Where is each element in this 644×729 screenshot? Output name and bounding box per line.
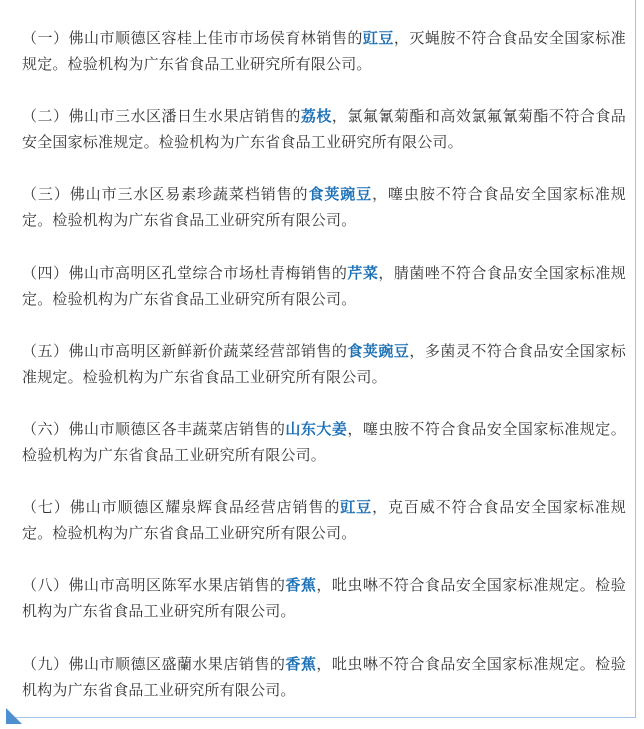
item-text-suffix: ，多菌灵不符合食品安全国家标准规定。检验机构为广东省食品工业研究所有限公司。 bbox=[22, 341, 626, 386]
item-text-suffix: ，腈菌唑不符合食品安全国家标准规定。检验机构为广东省食品工业研究所有限公司。 bbox=[22, 263, 627, 308]
item-text-prefix: （六）佛山市顺德区各丰蔬菜店销售的 bbox=[22, 419, 286, 438]
corner-decoration-icon bbox=[6, 708, 22, 724]
item-text-prefix: （八）佛山市高明区陈军水果店销售的 bbox=[22, 576, 286, 595]
product-name: 豇豆 bbox=[340, 498, 373, 517]
notice-item-3 bbox=[22, 181, 626, 233]
notice-list bbox=[22, 25, 626, 729]
item-text-suffix: ，氯氟氰菊酯和高效氯氟氰菊酯不符合食品安全国家标准规定。检验机构为广东省食品工业研究所有限公司。 bbox=[22, 107, 627, 152]
item-text-suffix: ，灭蝇胺不符合食品安全国家标准规定。检验机构为广东省食品工业研究所有限公司。 bbox=[22, 29, 626, 73]
item-text-suffix: ，吡虫啉不符合食品安全国家标准规定。检验机构为广东省食品工业研究所有限公司。 bbox=[22, 576, 626, 621]
product-name: 香蕉 bbox=[285, 654, 317, 673]
notice-item-4 bbox=[22, 260, 626, 312]
product-name: 香蕉 bbox=[285, 576, 317, 595]
product-name: 荔枝 bbox=[300, 107, 332, 126]
item-text-suffix: ，噻虫胺不符合食品安全国家标准规定。检验机构为广东省食品工业研究所有限公司。 bbox=[22, 419, 626, 464]
notice-item-8 bbox=[22, 572, 626, 624]
item-text-prefix: （九）佛山市顺德区盛蘭水果店销售的 bbox=[22, 654, 286, 673]
item-text-prefix: （四）佛山市高明区孔堂综合市场杜青梅销售的 bbox=[22, 263, 348, 282]
item-text-prefix: （二）佛山市三水区潘日生水果店销售的 bbox=[22, 107, 301, 126]
item-text-suffix: ，克百威不符合食品安全国家标准规定。检验机构为广东省食品工业研究所有限公司。 bbox=[22, 498, 626, 543]
product-name: 食荚豌豆 bbox=[347, 341, 410, 360]
notice-item-7 bbox=[22, 494, 626, 546]
item-text-prefix: （七）佛山市顺德区耀泉辉食品经营店销售的 bbox=[22, 498, 341, 517]
product-name: 山东大姜 bbox=[285, 419, 348, 438]
product-name: 豇豆 bbox=[362, 29, 394, 47]
item-text-prefix: （五）佛山市高明区新鲜新价蔬菜经营部销售的 bbox=[22, 341, 348, 360]
item-text-suffix: ，噻虫胺不符合食品安全国家标准规定。检验机构为广东省食品工业研究所有限公司。 bbox=[22, 185, 626, 230]
notice-item-9 bbox=[22, 651, 626, 703]
item-text-prefix: （三）佛山市三水区易素珍蔬菜档销售的 bbox=[22, 185, 309, 204]
item-text-suffix: ，吡虫啉不符合食品安全国家标准规定。检验机构为广东省食品工业研究所有限公司。 bbox=[22, 654, 626, 699]
notice-item-1 bbox=[22, 25, 626, 77]
notice-item-6 bbox=[22, 416, 626, 468]
notice-item-5 bbox=[22, 338, 626, 390]
notice-item-2 bbox=[22, 103, 626, 155]
item-text-prefix: （一）佛山市顺德区容桂上佳市市场侯育林销售的 bbox=[22, 29, 363, 47]
product-name: 食荚豌豆 bbox=[308, 185, 373, 204]
product-name: 芹菜 bbox=[347, 263, 379, 282]
